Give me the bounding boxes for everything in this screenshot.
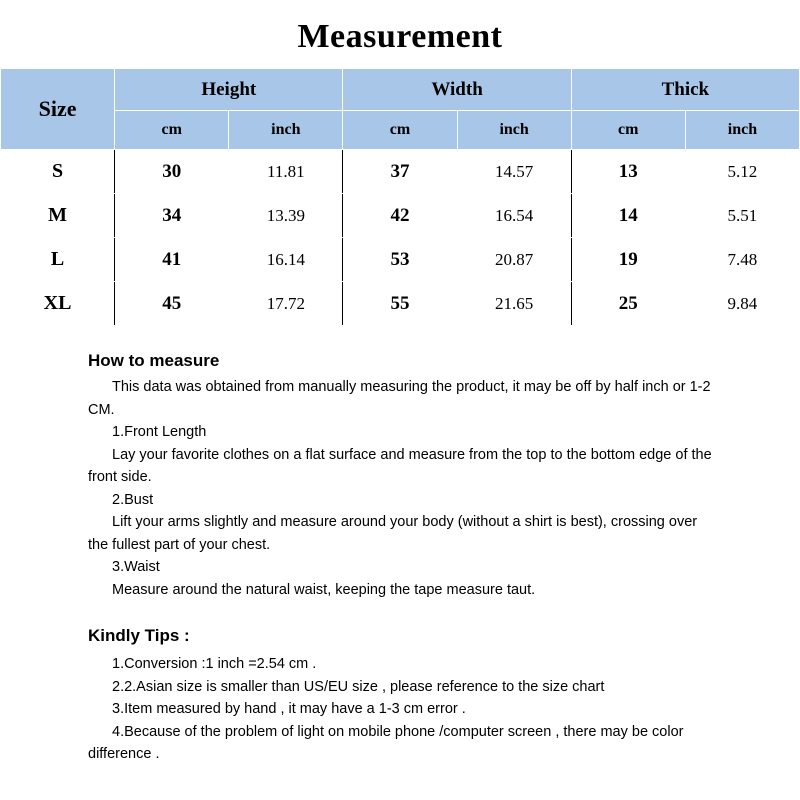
kindly-tip-item: 3.Item measured by hand , it may have a 1-3 cm error . [112, 701, 466, 718]
cell-width-inch: 20.87 [457, 238, 571, 282]
cell-width-cm: 37 [343, 150, 457, 194]
cell-height-inch: 13.39 [229, 194, 343, 238]
kindly-tip-item: 1.Conversion :1 inch =2.54 cm . [112, 656, 317, 673]
table-row [1, 282, 800, 326]
header-thick-cm: cm [571, 111, 685, 150]
header-width-cm: cm [343, 111, 457, 150]
cell-size: XL [1, 282, 115, 326]
cell-height-cm: 45 [115, 282, 229, 326]
cell-thick-cm: 19 [571, 238, 685, 282]
measure-item-label-waist: 3.Waist [112, 559, 160, 576]
cell-height-inch: 17.72 [229, 282, 343, 326]
table-row [1, 150, 800, 194]
header-height-cm: cm [115, 111, 229, 150]
measure-item-text-front-length: Lay your favorite clothes on a flat surface and measure from the top to the bottom edge of the front side. [88, 446, 712, 486]
page-title: Measurement [297, 18, 503, 55]
cell-height-cm: 41 [115, 238, 229, 282]
table-row [1, 238, 800, 282]
cell-width-inch: 21.65 [457, 282, 571, 326]
cell-size: M [1, 194, 115, 238]
cell-width-cm: 42 [343, 194, 457, 238]
cell-height-inch: 16.14 [229, 238, 343, 282]
header-group-height: Height [115, 69, 343, 111]
header-group-thick: Thick [571, 69, 799, 111]
how-to-measure-heading: How to measure [88, 351, 220, 370]
cell-size: S [1, 150, 115, 194]
cell-height-inch: 11.81 [229, 150, 343, 194]
kindly-tip-item: 2.2.Asian size is smaller than US/EU size , please reference to the size chart [112, 678, 605, 695]
kindly-tips-section [88, 601, 712, 766]
header-height-inch: inch [229, 111, 343, 150]
kindly-tip-item: 4.Because of the problem of light on mobile phone /computer screen , there may be color difference . [88, 723, 684, 763]
table-row [1, 194, 800, 238]
cell-width-inch: 14.57 [457, 150, 571, 194]
cell-thick-inch: 9.84 [685, 282, 799, 326]
measure-item-text-waist: Measure around the natural waist, keeping the tape measure taut. [112, 581, 536, 598]
cell-width-cm: 53 [343, 238, 457, 282]
cell-size: L [1, 238, 115, 282]
cell-thick-cm: 25 [571, 282, 685, 326]
cell-height-cm: 34 [115, 194, 229, 238]
header-width-inch: inch [457, 111, 571, 150]
table-header-row-groups [1, 69, 800, 111]
measure-item-text-bust: Lift your arms slightly and measure around your body (without a shirt is best), crossing over the fullest part of your chest. [88, 514, 698, 553]
measure-item-label-front-length: 1.Front Length [112, 424, 207, 441]
header-size: Size [1, 69, 115, 150]
header-thick-inch: inch [685, 111, 799, 150]
cell-thick-cm: 13 [571, 150, 685, 194]
size-chart-table [0, 68, 800, 326]
measure-item-label-bust: 2.Bust [112, 491, 154, 508]
table-header-row-units [1, 111, 800, 150]
header-group-width: Width [343, 69, 571, 111]
cell-height-cm: 30 [115, 150, 229, 194]
cell-thick-inch: 5.12 [685, 150, 799, 194]
cell-width-cm: 55 [343, 282, 457, 326]
cell-thick-cm: 14 [571, 194, 685, 238]
how-to-measure-intro: This data was obtained from manually measuring the product, it may be off by half inch or 1-2 CM. [88, 379, 711, 418]
cell-thick-inch: 7.48 [685, 238, 799, 282]
how-to-measure-section [0, 326, 800, 766]
kindly-tips-heading: Kindly Tips : [88, 626, 190, 646]
cell-thick-inch: 5.51 [685, 194, 799, 238]
cell-width-inch: 16.54 [457, 194, 571, 238]
